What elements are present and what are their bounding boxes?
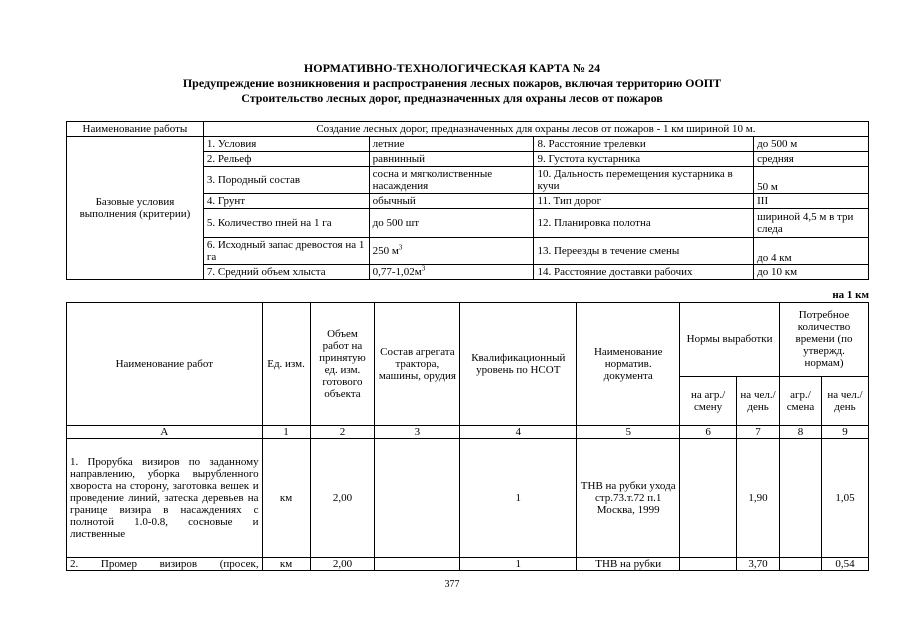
cond-value: до 10 км <box>754 265 869 280</box>
cond-label: 8. Расстояние трелевки <box>534 137 754 152</box>
cond-label: 4. Грунт <box>203 194 369 209</box>
cond-label: 11. Тип дорог <box>534 194 754 209</box>
col-number: 1 <box>262 426 310 439</box>
header-composition: Состав агрегата трактора, машины, орудия <box>375 303 460 426</box>
col-number: 8 <box>780 426 822 439</box>
header-norms-agr: на агр./ смену <box>680 376 737 425</box>
cond-label: 1. Условия <box>203 137 369 152</box>
table-row <box>67 558 869 571</box>
conditions-label: Базовые условия выполнения (критерии) <box>67 137 204 280</box>
cond-label: 5. Количество пней на 1 га <box>203 209 369 238</box>
col-number: 3 <box>375 426 460 439</box>
cond-value: равнинный <box>369 152 534 167</box>
card-subtitle-2: Строительство лесных дорог, предназначенных для охраны лесов от пожаров <box>241 91 663 105</box>
header-time: Потребное количество времени (по утвержд. нормам) <box>780 303 869 377</box>
header-time-agr: агр./ смена <box>780 376 822 425</box>
row-time-chel: 1,05 <box>821 439 868 558</box>
header-qualification: Квалификационный уровень по НСОТ <box>460 303 577 426</box>
cond-label: 6. Исходный запас древостоя на 1 га <box>203 238 369 265</box>
operations-table <box>66 302 869 571</box>
header-norms: Нормы выработки <box>680 303 780 377</box>
col-number: 6 <box>680 426 737 439</box>
row-norm-chel: 1,90 <box>737 439 780 558</box>
cond-label: 14. Расстояние доставки рабочих <box>534 265 754 280</box>
header-norms-chel: на чел./ день <box>737 376 780 425</box>
cond-value: 50 м <box>754 167 869 194</box>
header-name: Наименование работ <box>67 303 263 426</box>
work-label: Наименование работы <box>67 122 204 137</box>
cond-label: 7. Средний объем хлыста <box>203 265 369 280</box>
row-qualification: 1 <box>460 558 577 571</box>
table-row <box>67 439 869 558</box>
row-document: ТНВ на рубки <box>577 558 680 571</box>
row-composition <box>375 558 460 571</box>
cond-label: 9. Густота кустарника <box>534 152 754 167</box>
row-qualification: 1 <box>460 439 577 558</box>
cond-value: III <box>754 194 869 209</box>
conditions-table <box>66 121 869 280</box>
header-document: Наименование норматив. документа <box>577 303 680 426</box>
col-number: 5 <box>577 426 680 439</box>
row-norm-agr <box>680 558 737 571</box>
row-time-agr <box>780 558 822 571</box>
row-name: 1. Прорубка визиров по заданному направлению, уборка вырубленного хвороста на сторону, заготовка вешек и проведение линий, затеска деревьев на границе визира в насаждениях с полнотой 1.0-0.8, сосновые и лиственные <box>67 439 263 558</box>
cond-value: летние <box>369 137 534 152</box>
cond-label: 12. Планировка полотна <box>534 209 754 238</box>
work-value: Создание лесных дорог, предназначенных для охраны лесов от пожаров - 1 км шириной 10 м. <box>203 122 868 137</box>
cond-value: до 500 м <box>754 137 869 152</box>
cond-value: до 500 шт <box>369 209 534 238</box>
cond-label: 2. Рельеф <box>203 152 369 167</box>
cond-label: 3. Породный состав <box>203 167 369 194</box>
col-number: 2 <box>310 426 375 439</box>
col-number: 9 <box>821 426 868 439</box>
col-number: 4 <box>460 426 577 439</box>
row-composition <box>375 439 460 558</box>
header-time-chel: на чел./ день <box>821 376 868 425</box>
row-name: 2. Промер визиров (просек, <box>67 558 263 571</box>
col-number: 7 <box>737 426 780 439</box>
row-unit: км <box>262 439 310 558</box>
row-volume: 2,00 <box>310 558 375 571</box>
cond-value: $0,77-1,02м^3$ <box>369 265 534 280</box>
row-norm-chel: 3,70 <box>737 558 780 571</box>
cond-value: сосна и мягколиственные насаждения <box>369 167 534 194</box>
row-time-chel: 0,54 <box>821 558 868 571</box>
cond-label: 10. Дальность перемещения кустарника в кучи <box>534 167 754 194</box>
row-unit: км <box>262 558 310 571</box>
cond-label: 13. Переезды в течение смены <box>534 238 754 265</box>
cond-value: до 4 км <box>754 238 869 265</box>
cond-value: шириной 4,5 м в три следа <box>754 209 869 238</box>
unit-note: на 1 км <box>832 289 869 301</box>
header-volume: Объем работ на принятую ед. изм. готового объекта <box>310 303 375 426</box>
header-unit: Ед. изм. <box>262 303 310 426</box>
col-number: А <box>67 426 263 439</box>
row-time-agr <box>780 439 822 558</box>
card-subtitle: Предупреждение возникновения и распространения лесных пожаров, включая территорию ООПТ <box>182 76 722 90</box>
row-document: ТНВ на рубки ухода стр.73.т.72 п.1 Москва, 1999 <box>577 439 680 558</box>
cond-value: обычный <box>369 194 534 209</box>
card-title: НОРМАТИВНО-ТЕХНОЛОГИЧЕСКАЯ КАРТА № 24 <box>303 61 601 75</box>
cond-value: средняя <box>754 152 869 167</box>
cond-value: 250 $м^3$ <box>369 238 534 265</box>
row-volume: 2,00 <box>310 439 375 558</box>
page-number: 377 <box>444 579 460 590</box>
row-norm-agr <box>680 439 737 558</box>
